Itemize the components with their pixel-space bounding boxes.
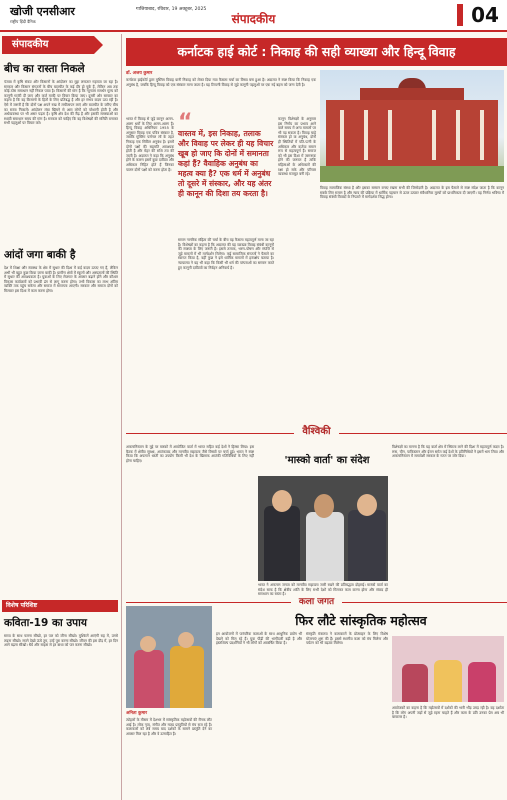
editorial-ribbon: संपादकीय: [2, 36, 94, 54]
world-body-1: अफगानिस्तान के मुद्दे पर मास्को में आयोजित वार्ता में भारत सहित कई देशों ने हिस्सा लिया। इस बैठक में क्षेत्रीय सुरक्षा, आतंकवाद और मानवीय सहायता जैसे विषयों पर चर्चा हुई। भारत ने स्पष्ट किया कि अफगान धरती का उपयोग किसी भी देश के खिलाफ आतंकी गतिविधियों के लिए नहीं होना चाहिए।: [126, 445, 254, 463]
newspaper-tagline: राष्ट्रीय हिंदी दैनिक: [10, 19, 36, 24]
delegate-head: [357, 494, 377, 516]
newspaper-name: खोजी एनसीआर: [10, 5, 75, 18]
lead-column-4: विवाह सामाजिक संस्था है और इसका सम्मान बनाए रखना सभी की जिम्मेदारी है। अदालत के इस फैसले से स्पष्ट संदेश जाता है कि कानून सबके लिए समान है और न्याय की प्रक्रिया में धार्मिक पहचान से ऊपर उठकर संवैधानिक मूल्यों को प्राथमिकता दी जाएगी। यह निर्णय भविष्य में विवाह संबंधी विवादों के निपटारे में मार्गदर्शक सिद्ध होगा।: [320, 186, 504, 200]
art-headline: फिर लौटे सांस्कृतिक महोत्सव: [295, 613, 427, 628]
quote-mark-icon: “: [178, 110, 193, 135]
lead-column-3: कानून विशेषज्ञों के अनुसार इस निर्णय का प्रभाव आने वाले समय में अन्य मामलों पर भी पड़ सकता है। विवाह चाहे संस्कार हो या अनुबंध, दोनों ही स्थितियों में पति-पत्नी के अधिकार और कर्तव्य समान रूप से महत्वपूर्ण हैं। समाज को भी इस दिशा में जागरूक होने की जरूरत है ताकि महिलाओं के अधिकारों की रक्षा हो सके और परिवार व्यवस्था मजबूत बनी रहे।: [278, 117, 316, 177]
editorial-title: बीच का रास्ता निकले: [4, 63, 85, 75]
delegate: [264, 506, 300, 581]
performer-head: [178, 632, 194, 648]
world-band-label: वैश्विकी: [294, 426, 338, 437]
pillar: [432, 110, 436, 160]
high-court-building-photo: [320, 70, 504, 182]
pillar: [388, 110, 392, 160]
performer: [434, 660, 462, 702]
pillar: [480, 110, 484, 160]
art-body-3: संस्कृति मंत्रालय ने कलाकारों के प्रोत्साहन के लिए विशेष योजनाएं शुरू की हैं। इससे स्थानीय कला को मंच मिलेगा और पर्यटन को भी बढ़ावा मिलेगा।: [306, 632, 388, 646]
lead-headline: कर्नाटक हाई कोर्ट : निकाह की सही व्याख्या और हिन्दू विवाह: [126, 38, 507, 66]
art-band-label: कला जगत: [291, 597, 342, 607]
poem-title: कविता-19 का उपाय: [4, 617, 87, 629]
world-band-title: [126, 423, 507, 437]
delegate: [348, 510, 386, 581]
building: [326, 100, 498, 166]
lead-intro: कर्नाटक हाईकोर्ट द्वारा मुस्लिम विवाह यानी निकाह को लेकर दिया गया फैसला चर्चा का विषय बना हुआ है। अदालत ने स्पष्ट किया कि निकाह एक अनुबंध है, जबकि हिन्दू विवाह को एक संस्कार माना जाता है। यह टिप्पणी विवाह से जुड़े कानूनी पहलुओं पर एक नई बहस को जन्म देती है।: [126, 78, 316, 87]
lead-byline: डॉ. अजय कुमार: [126, 71, 153, 76]
art-body-2: इन आयोजनों में पारंपरिक कलाओं के साथ आधुनिक प्रयोग भी देखने को मिल रहे हैं। युवा पीढ़ी की भागीदारी बढ़ी है और हस्तशिल्प प्रदर्शनियों ने भी लोगों को आकर्षित किया है।: [216, 632, 302, 646]
performer: [170, 646, 204, 708]
art-body-1: त्योहारों के मौसम में देशभर में सांस्कृतिक महोत्सवों की रौनक लौट आई है। लोक नृत्य, संगीत और नाट्य प्रस्तुतियों से मंच सज रहे हैं। कलाकारों को लंबे समय बाद दर्शकों के सामने प्रस्तुति देने का अवसर मिल रहा है और वे उत्साहित हैं।: [126, 718, 212, 736]
column-divider: [121, 34, 122, 800]
editorial-body: पंजाब में कृषि संकट और किसानों के आंदोलन का मुद्दा लगातार गहराता जा रहा है। सरकार और किसान संगठनों के बीच बातचीत के कई दौर हो चुके हैं, लेकिन अब तक कोई ठोस समाधान नहीं निकल पाया है। किसानों की मांग है कि न्यूनतम समर्थन मूल्य को कानूनी गारंटी दी जाए और कर्ज माफी पर विचार किया जाए। दूसरी ओर सरकार का कहना है कि वह किसानों के हितों के लिए प्रतिबद्ध है और हर संभव कदम उठा रही है। ऐसे में जरूरी है कि दोनों पक्ष अपने रुख में लचीलापन लाएं और बातचीत के जरिए बीच का रास्ता निकालें। आंदोलन लंबा खिंचने से आम लोगों को परेशानी होती है और अर्थव्यवस्था पर भी असर पड़ता है। कृषि क्षेत्र देश की रीढ़ है और इसकी समस्याओं का स्थायी समाधान समय की मांग है। सरकार को चाहिए कि वह विशेषज्ञों की समिति बनाकर सभी पहलुओं पर विचार करे।: [4, 80, 118, 126]
world-body-2: विशेषज्ञों का मानना है कि यह वार्ता क्षेत्र में स्थिरता लाने की दिशा में महत्वपूर्ण कदम है। रूस, चीन, पाकिस्तान और ईरान समेत कई देशों के प्रतिनिधियों ने इसमें भाग लिया और अफगानिस्तान में समावेशी सरकार के गठन पर जोर दिया।: [392, 445, 504, 459]
festival-photo-2: [392, 636, 504, 702]
world-headline: 'मास्को वार्ता' का संदेश: [284, 455, 370, 466]
art-byline: अनिता कुमार: [126, 711, 148, 716]
second-editorial-body: देश में शिक्षा और स्वास्थ्य के क्षेत्र में सुधार की दिशा में कई कदम उठाए गए हैं, लेकिन अभी भी बहुत कुछ किया जाना बाकी है। ग्रामीण क्षेत्रों में स्कूलों और अस्पतालों की स्थिति में सुधार की आवश्यकता है। युवाओं के लिए रोजगार के अवसर बढ़ाने होंगे और कौशल विकास कार्यक्रमों को प्रभावी ढंग से लागू करना होगा। तभी विकास का लाभ अंतिम व्यक्ति तक पहुंच सकेगा और समाज में समानता आएगी। सरकार और समाज दोनों को मिलकर इस दिशा में काम करना होगा।: [4, 266, 118, 293]
delegate: [306, 512, 344, 581]
lead-column-1: भारत में विवाह से जुड़े कानून अलग-अलग धर्मों के लिए अलग-अलग हैं। हिन्दू विवाह अधिनियम 1955 के अनुसार विवाह एक पवित्र संस्कार है, जबकि मुस्लिम पर्सनल लॉ के तहत निकाह एक सिविल अनुबंध है। इसमें दोनों पक्षों की सहमति आवश्यक होती है और मेहर की राशि तय की जाती है। अदालत ने कहा कि अनुबंध होने के कारण इसमें कुछ दायित्व और अधिकार निहित होते हैं जिनका पालन दोनों पक्षों को करना होता है।: [126, 117, 174, 172]
pull-quote: [178, 110, 274, 235]
pillar: [340, 110, 344, 160]
world-body-3: भारत ने अफगान जनता को मानवीय सहायता जारी रखने की प्रतिबद्धता दोहराई। मास्को वार्ता का संदेश साफ है कि क्षेत्रीय शांति के लिए सभी देशों को मिलकर काम करना होगा और संवाद ही समाधान का रास्ता है।: [258, 583, 388, 597]
performer-head: [140, 636, 156, 652]
masthead: [0, 0, 507, 32]
performer: [134, 650, 164, 708]
sub-section-label: विशेष परिशिष्ट: [2, 600, 118, 612]
page-number: 04: [463, 0, 507, 30]
delegate-head: [314, 494, 334, 518]
lawn: [320, 166, 504, 182]
pillar: [456, 110, 460, 160]
dateline: गाजियाबाद, रविवार, 19 अक्टूबर, 2025: [136, 7, 207, 12]
section-title: संपादकीय: [231, 12, 276, 26]
lead-column-2: समान नागरिक संहिता की चर्चा के बीच यह फैसला महत्वपूर्ण माना जा रहा है। विशेषज्ञों का कहना है कि अदालत की यह व्याख्या विवाह संबंधी कानूनों की स्पष्टता के लिए जरूरी है। इससे तलाक, भरण-पोषण और संपत्ति से जुड़े मामलों में भी मार्गदर्शन मिलेगा। कई सामाजिक संगठनों ने फैसले का स्वागत किया है, वहीं कुछ ने इसे धार्मिक मामलों में हस्तक्षेप बताया है। न्यायालय ने यह भी कहा कि किसी भी धर्म की परंपराओं का सम्मान करते हुए कानूनी दायित्वों का निर्वहन अनिवार्य है।: [178, 238, 274, 270]
festival-photo: [126, 606, 212, 708]
moscow-talks-photo: [258, 476, 388, 581]
performer: [402, 664, 428, 702]
art-body-4: आयोजकों का कहना है कि महोत्सवों में दर्शकों की भारी भीड़ उमड़ रही है। यह दर्शाता है कि लोग अपनी जड़ों से जुड़े रहना चाहते हैं और कला के प्रति उनका प्रेम अब भी बरकरार है।: [392, 706, 504, 720]
delegate-head: [272, 490, 292, 512]
pull-quote-text: वास्तव में, इस निकाह, तलाक और विवाह पर लेकर ही यह विचार खूब हो जाए कि दोनों में समानता कहां हैं? वैवाहिक अनुबंध का महत्व क्या है? एक धर्म में अनुबंध तो दूसरे में संस्कार, और यह अंतर ही कानून की दिशा तय करता है।: [178, 129, 274, 198]
second-editorial-title: आंदों जगा बाकी है: [4, 249, 76, 261]
poem-body: समय के साथ चलना सीखो, हर पल को जीना सीखो। मुश्किलें आएंगी राह में, उनसे लड़ना सीखो। सपने देखो ऊंचे तुम, उन्हें पूरा करना सीखो। जीवन की इस दौड़ में, हर दिन आगे बढ़ना सीखो। धैर्य और साहस से हर बाधा को पार करना सीखो।: [4, 634, 118, 648]
performer: [468, 662, 496, 702]
pillar: [364, 110, 368, 160]
